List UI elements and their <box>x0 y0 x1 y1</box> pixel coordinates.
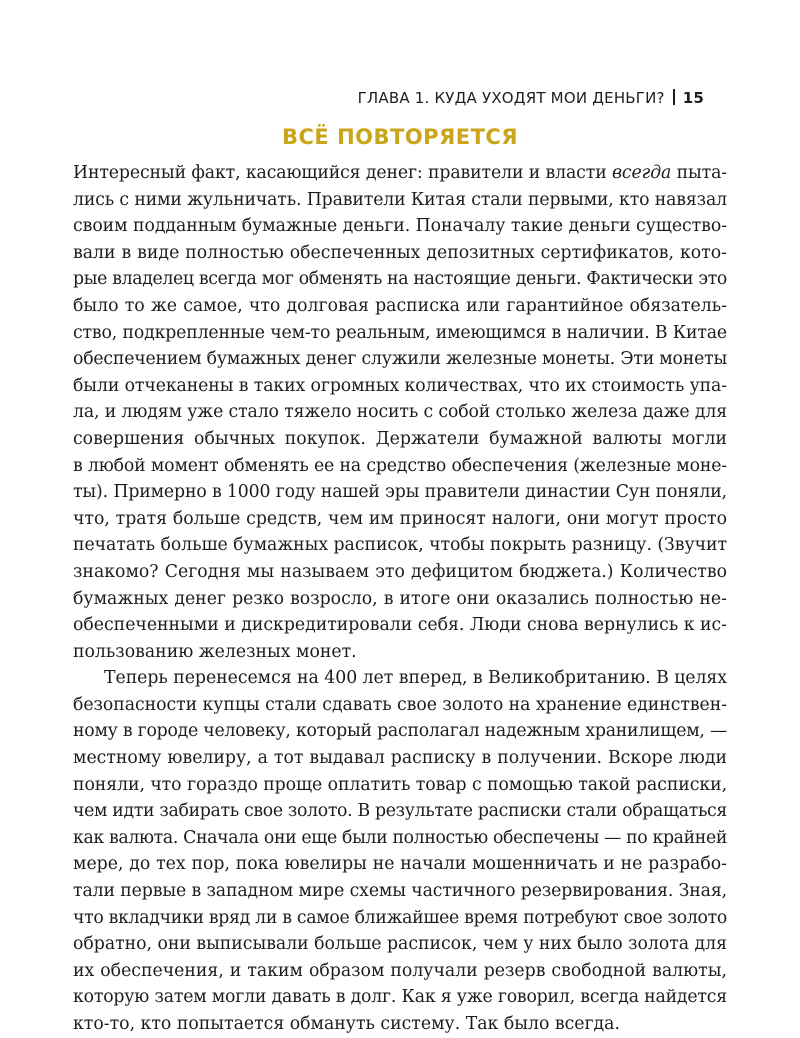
paragraph-line: поняли, что гораздо проще оплатить товар с помощью такой расписки, <box>73 774 727 795</box>
paragraph-line: в любой момент обменять ее на средство обеспечения (железные моне- <box>73 455 727 476</box>
paragraph-line: обратно, они выписывали больше расписок, чем у них было золота для <box>73 934 727 955</box>
header-separator <box>673 89 675 105</box>
paragraph-line: лись с ними жульничать. Правители Китая стали первыми, кто навязал <box>73 189 727 210</box>
running-head <box>358 88 704 108</box>
paragraph-line: ному в городе человеку, который располагал надежным хранилищем, — <box>73 721 727 742</box>
paragraph-line: совершения обычных покупок. Держатели бумажной валюты могли <box>73 428 727 449</box>
paragraph-2 <box>73 665 727 1037</box>
section-title: ВСЁ ПОВТОРЯЕТСЯ <box>282 125 518 149</box>
paragraph-line: обеспечением бумажных денег служили железные монеты. Эти монеты <box>73 349 727 370</box>
paragraph-line: как валюта. Сначала они еще были полностью обеспечены — по крайней <box>73 827 727 848</box>
paragraph-line: своим подданным бумажные деньги. Поначалу такие деньги существо- <box>73 216 727 237</box>
body-text <box>73 160 727 1038</box>
paragraph-line: местному ювелиру, а тот выдавал расписку в получении. Вскоре люди <box>73 748 727 769</box>
paragraph-line: бумажных денег резко возросло, в итоге они оказались полностью не- <box>73 588 727 609</box>
paragraph-line: обеспеченными и дискредитировали себя. Люди снова вернулись к ис- <box>73 615 727 636</box>
paragraph-line: знакомо? Сегодня мы называем это дефицитом бюджета.) Количество <box>73 561 727 582</box>
paragraph-line: пользованию железных монет. <box>73 641 357 662</box>
paragraph-line: вали в виде полностью обеспеченных депозитных сертификатов, кото- <box>73 242 727 263</box>
paragraph-line: было то же самое, что долговая расписка или гарантийное обязатель- <box>73 295 727 316</box>
paragraph-line: ство, подкрепленные чем-то реальным, имеющимся в наличии. В Китае <box>73 322 727 343</box>
paragraph-line: их обеспечения, и таким образом получали резерв свободной валюты, <box>73 960 727 981</box>
paragraph-line: что, тратя больше средств, чем им приносят налоги, они могут просто <box>73 508 727 529</box>
paragraph-line: были отчеканены в таких огромных количествах, что их стоимость упа- <box>73 375 727 396</box>
emphasis: всегда <box>611 163 672 183</box>
paragraph-line: кто-то, кто попытается обмануть систему. Так было всегда. <box>73 1014 620 1034</box>
chapter-title: ГЛАВА 1. КУДА УХОДЯТ МОИ ДЕНЬГИ? <box>357 89 665 107</box>
paragraph-line: которую затем могли давать в долг. Как я уже говорил, всегда найдется <box>73 987 727 1008</box>
paragraph-line: печатать больше бумажных расписок, чтобы покрыть разницу. (Звучит <box>73 535 727 556</box>
paragraph-line: Теперь перенесемся на 400 лет вперед, в Великобританию. В целях <box>104 668 727 689</box>
paragraph-1 <box>73 160 727 665</box>
paragraph-line: что вкладчики вряд ли в самое ближайшее время потребуют свое золото <box>73 907 727 928</box>
paragraph-line: чем идти забирать свое золото. В результате расписки стали обращаться <box>73 801 727 822</box>
paragraph-line: безопасности купцы стали сдавать свое золото на хранение единствен- <box>73 694 727 715</box>
paragraph-line: Интересный факт, касающийся денег: правители и власти всегда пыта- <box>73 163 728 183</box>
paragraph-line: тали первые в западном мире схемы частичного резервирования. Зная, <box>73 881 727 902</box>
paragraph-line: ты). Примерно в 1000 году нашей эры правители династии Сун поняли, <box>73 482 727 503</box>
paragraph-line: ла, и людям уже стало тяжело носить с собой столько железа даже для <box>73 402 727 423</box>
page-number: 15 <box>682 89 704 107</box>
paragraph-line: рые владелец всегда мог обменять на настоящие деньги. Фактически это <box>73 269 727 290</box>
paragraph-line: мере, до тех пор, пока ювелиры не начали мошенничать и не разрабо- <box>73 854 727 875</box>
